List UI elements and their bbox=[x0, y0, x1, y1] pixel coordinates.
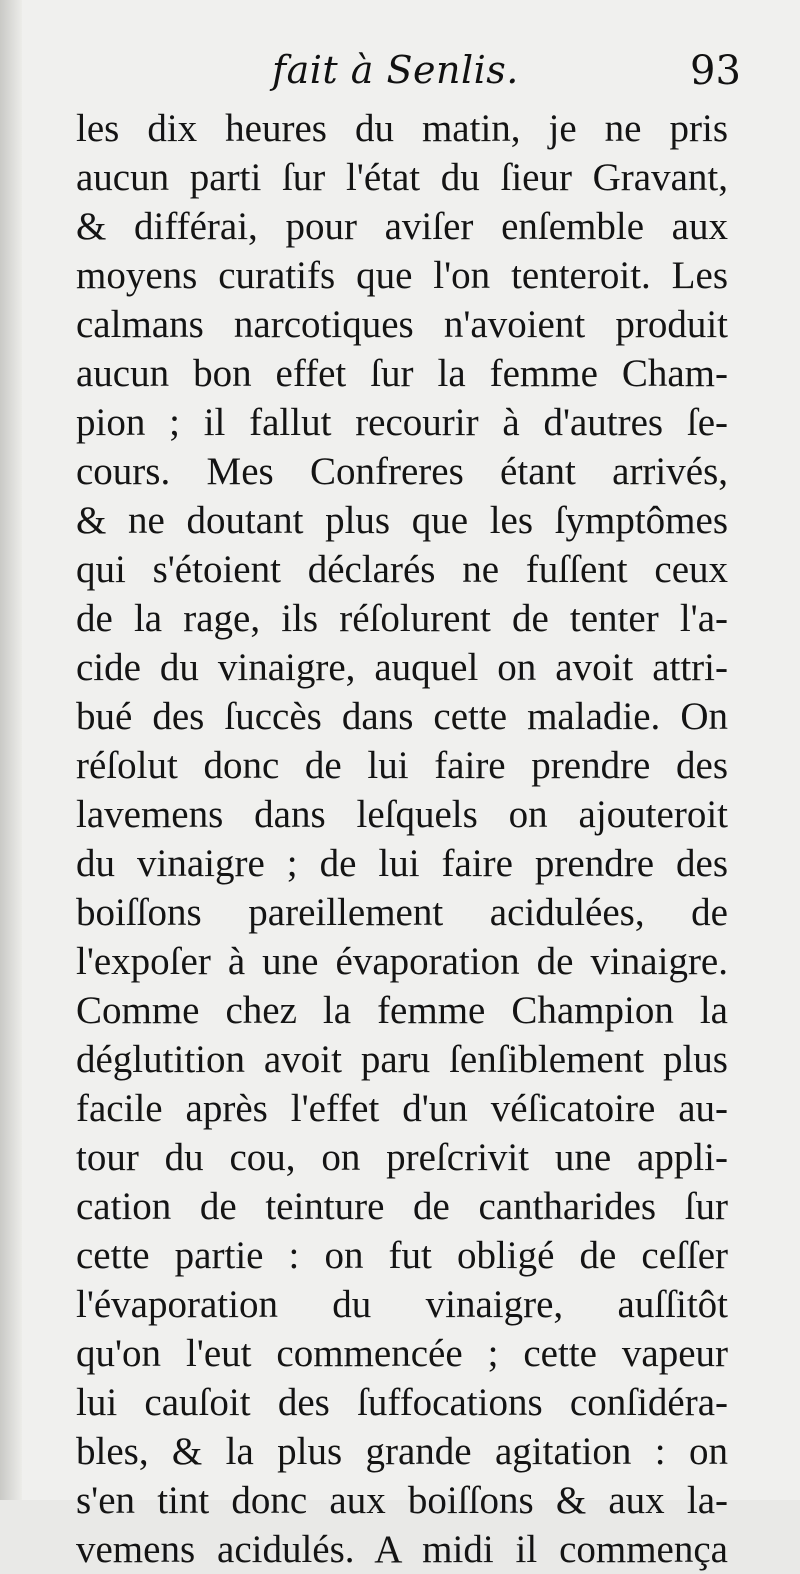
page-number: 93 bbox=[690, 48, 741, 94]
text-line: s'en tint donc aux boiſſons & aux la- bbox=[76, 1479, 728, 1522]
running-head-title: fait à Senlis. bbox=[272, 48, 519, 92]
text-line: & différai, pour aviſer enſemble aux bbox=[76, 205, 728, 248]
text-line: pion ; il fallut recourir à d'autres ſe- bbox=[76, 401, 728, 444]
text-line: de la rage, ils réſolurent de tenter l'a- bbox=[76, 597, 728, 640]
text-line: cours. Mes Confreres étant arrivés, bbox=[76, 450, 728, 493]
text-line: aucun bon effet ſur la femme Cham- bbox=[76, 352, 728, 395]
text-line: cide du vinaigre, auquel on avoit attri- bbox=[76, 646, 728, 689]
text-line: boiſſons pareillement acidulées, de bbox=[76, 891, 728, 934]
text-line: cette partie : on fut obligé de ceſſer bbox=[76, 1234, 728, 1277]
text-line: lavemens dans leſquels on ajouteroit bbox=[76, 793, 728, 836]
text-line: calmans narcotiques n'avoient produit bbox=[76, 303, 728, 346]
text-line: l'expoſer à une évaporation de vinaigre. bbox=[76, 940, 728, 983]
text-line: bles, & la plus grande agitation : on bbox=[76, 1430, 728, 1473]
page-gutter-shadow bbox=[0, 0, 22, 1500]
text-line: bué des ſuccès dans cette maladie. On bbox=[76, 695, 728, 738]
text-line: du vinaigre ; de lui faire prendre des bbox=[76, 842, 728, 885]
body-text bbox=[76, 104, 728, 1574]
text-line: Comme chez la femme Champion la bbox=[76, 989, 728, 1032]
text-line: tour du cou, on preſcrivit une appli- bbox=[76, 1136, 728, 1179]
text-line: moyens curatifs que l'on tenteroit. Les bbox=[76, 254, 728, 297]
text-line: facile après l'effet d'un véſicatoire au- bbox=[76, 1087, 728, 1130]
text-line: lui cauſoit des ſuffocations conſidéra- bbox=[76, 1381, 728, 1424]
text-line: qu'on l'eut commencée ; cette vapeur bbox=[76, 1332, 728, 1375]
text-line: les dix heures du matin, je ne pris bbox=[76, 107, 728, 150]
text-line: aucun parti ſur l'état du ſieur Gravant, bbox=[76, 156, 728, 199]
running-head bbox=[0, 46, 800, 106]
text-line: réſolut donc de lui faire prendre des bbox=[76, 744, 728, 787]
text-line: l'évaporation du vinaigre, auſſitôt bbox=[76, 1283, 728, 1326]
text-line: qui s'étoient déclarés ne fuſſent ceux bbox=[76, 548, 728, 591]
text-line: & ne doutant plus que les ſymptômes bbox=[76, 499, 728, 542]
text-line: cation de teinture de cantharides ſur bbox=[76, 1185, 728, 1228]
text-line: vemens acidulés. A midi il commença bbox=[76, 1528, 728, 1571]
text-line: déglutition avoit paru ſenſiblement plus bbox=[76, 1038, 728, 1081]
